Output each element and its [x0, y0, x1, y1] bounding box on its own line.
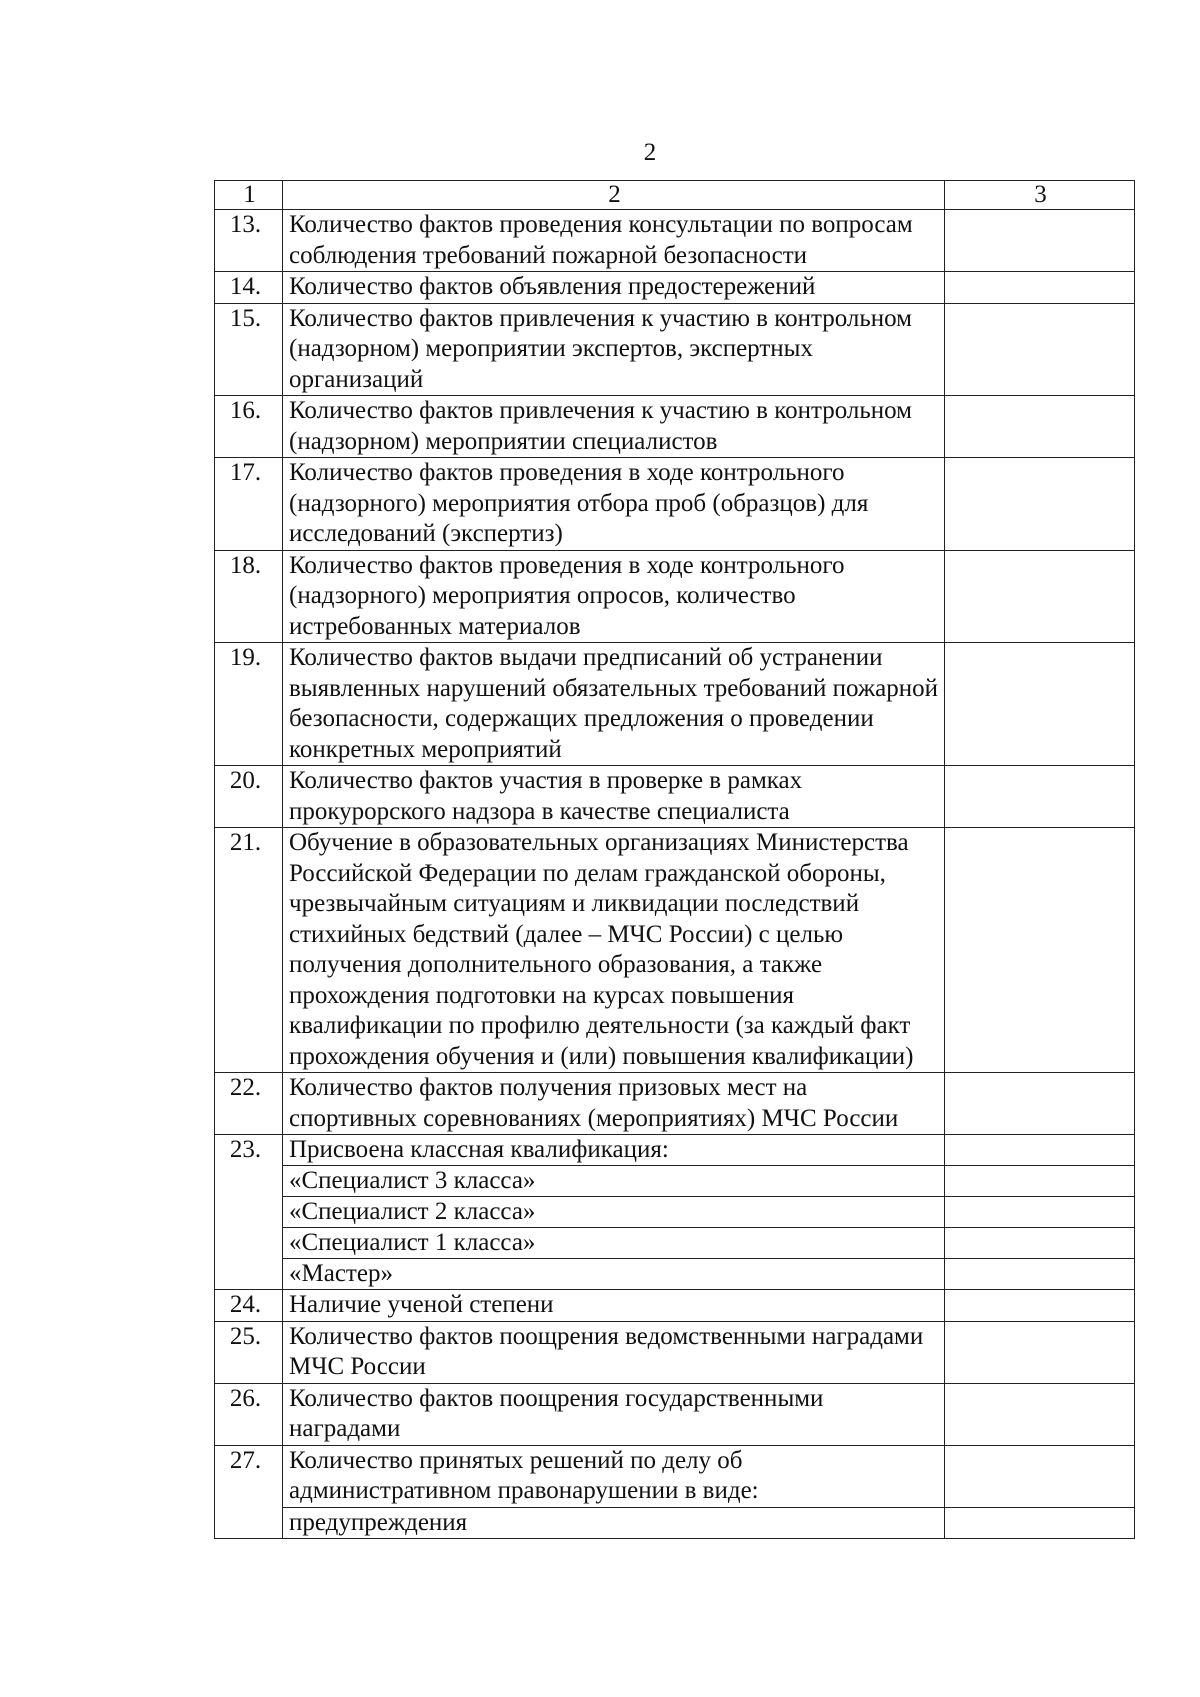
row-text: Количество фактов объявления предостережений [283, 272, 945, 304]
table-subrow [215, 1228, 1135, 1259]
row-value-cell[interactable] [945, 1445, 1135, 1507]
row-number: 19. [215, 643, 283, 766]
table-row-23 [215, 1135, 1135, 1166]
row-value-cell[interactable] [945, 1166, 1135, 1197]
row-text: Количество фактов участия в проверке в рамках прокурорского надзора в качестве специалиста [283, 766, 945, 828]
row-number: 15. [215, 303, 283, 396]
table-subrow [215, 1507, 1135, 1538]
table-row-25 [215, 1321, 1135, 1383]
row-number: 13. [215, 210, 283, 272]
row-text: Наличие ученой степени [283, 1290, 945, 1322]
table-row-13 [215, 210, 1135, 272]
header-cell-2: 2 [283, 181, 945, 210]
table-row-26 [215, 1383, 1135, 1445]
table-row-16 [215, 396, 1135, 458]
row-value-cell[interactable] [945, 396, 1135, 458]
table-subrow [215, 1166, 1135, 1197]
row-text: Количество фактов выдачи предписаний об устранении выявленных нарушений обязательных требований пожарной безопасности, содержащих предложения о проведении конкретных мероприятий [283, 643, 945, 766]
row-value-cell[interactable] [945, 210, 1135, 272]
row-number: 20. [215, 766, 283, 828]
row-value-cell[interactable] [945, 1383, 1135, 1445]
row-text: Количество фактов проведения в ходе контрольного (надзорного) мероприятия опросов, количество истребованных материалов [283, 550, 945, 643]
row-number: 17. [215, 458, 283, 551]
row-text: Количество фактов проведения консультации по вопросам соблюдения требований пожарной безопасности [283, 210, 945, 272]
table-row-19 [215, 643, 1135, 766]
row-text: Количество фактов поощрения государственными наградами [283, 1383, 945, 1445]
row-value-cell[interactable] [945, 1073, 1135, 1135]
row-value-cell[interactable] [945, 303, 1135, 396]
table-row-22 [215, 1073, 1135, 1135]
page-number: 2 [643, 139, 657, 166]
row-value-cell[interactable] [945, 1259, 1135, 1290]
table-row-20 [215, 766, 1135, 828]
row-number: 23. [215, 1135, 283, 1290]
subrow-text: предупреждения [283, 1507, 945, 1538]
row-value-cell[interactable] [945, 1228, 1135, 1259]
row-value-cell[interactable] [945, 643, 1135, 766]
table-row-14 [215, 272, 1135, 304]
row-text: Количество принятых решений по делу об административном правонарушении в виде: [283, 1445, 945, 1507]
row-text: Количество фактов привлечения к участию в контрольном (надзорном) мероприятии экспертов, экспертных организаций [283, 303, 945, 396]
row-number: 25. [215, 1321, 283, 1383]
row-text: Количество фактов получения призовых мест на спортивных соревнованиях (мероприятиях) МЧС России [283, 1073, 945, 1135]
row-number: 18. [215, 550, 283, 643]
subrow-text: «Мастер» [283, 1259, 945, 1290]
table-subrow [215, 1197, 1135, 1228]
subrow-text: «Специалист 1 класса» [283, 1228, 945, 1259]
table-header-row [215, 181, 1135, 210]
header-cell-1: 1 [215, 181, 283, 210]
subrow-text: «Специалист 2 класса» [283, 1197, 945, 1228]
row-text: Обучение в образовательных организациях Министерства Российской Федерации по делам гражданской обороны, чрезвычайным ситуациям и ликвидации последствий стихийных бедствий (далее – МЧС России) с целью получения дополнительного образования, а также прохождения подготовки на курсах повышения квалификации по профилю деятельности (за каждый факт прохождения обучения и (или) повышения квалификации) [283, 828, 945, 1073]
row-text: Количество фактов поощрения ведомственными наградами МЧС России [283, 1321, 945, 1383]
row-value-cell[interactable] [945, 1507, 1135, 1538]
row-value-cell[interactable] [945, 550, 1135, 643]
table-row-27 [215, 1445, 1135, 1507]
table-row-18 [215, 550, 1135, 643]
row-value-cell[interactable] [945, 766, 1135, 828]
row-number: 21. [215, 828, 283, 1073]
subrow-text: «Специалист 3 класса» [283, 1166, 945, 1197]
row-value-cell[interactable] [945, 1197, 1135, 1228]
row-text: Присвоена классная квалификация: [283, 1135, 945, 1166]
row-number: 26. [215, 1383, 283, 1445]
row-value-cell[interactable] [945, 1290, 1135, 1322]
row-number: 27. [215, 1445, 283, 1538]
row-number: 16. [215, 396, 283, 458]
table-row-15 [215, 303, 1135, 396]
indicators-table [214, 180, 1135, 1539]
row-value-cell[interactable] [945, 828, 1135, 1073]
row-value-cell[interactable] [945, 458, 1135, 551]
row-value-cell[interactable] [945, 1321, 1135, 1383]
row-value-cell[interactable] [945, 1135, 1135, 1166]
row-text: Количество фактов привлечения к участию в контрольном (надзорном) мероприятии специалистов [283, 396, 945, 458]
table-row-17 [215, 458, 1135, 551]
row-number: 22. [215, 1073, 283, 1135]
row-text: Количество фактов проведения в ходе контрольного (надзорного) мероприятия отбора проб (образцов) для исследований (экспертиз) [283, 458, 945, 551]
row-number: 14. [215, 272, 283, 304]
table-row-21 [215, 828, 1135, 1073]
row-number: 24. [215, 1290, 283, 1322]
header-cell-3: 3 [945, 181, 1135, 210]
row-value-cell[interactable] [945, 272, 1135, 304]
table-row-24 [215, 1290, 1135, 1322]
table-subrow [215, 1259, 1135, 1290]
